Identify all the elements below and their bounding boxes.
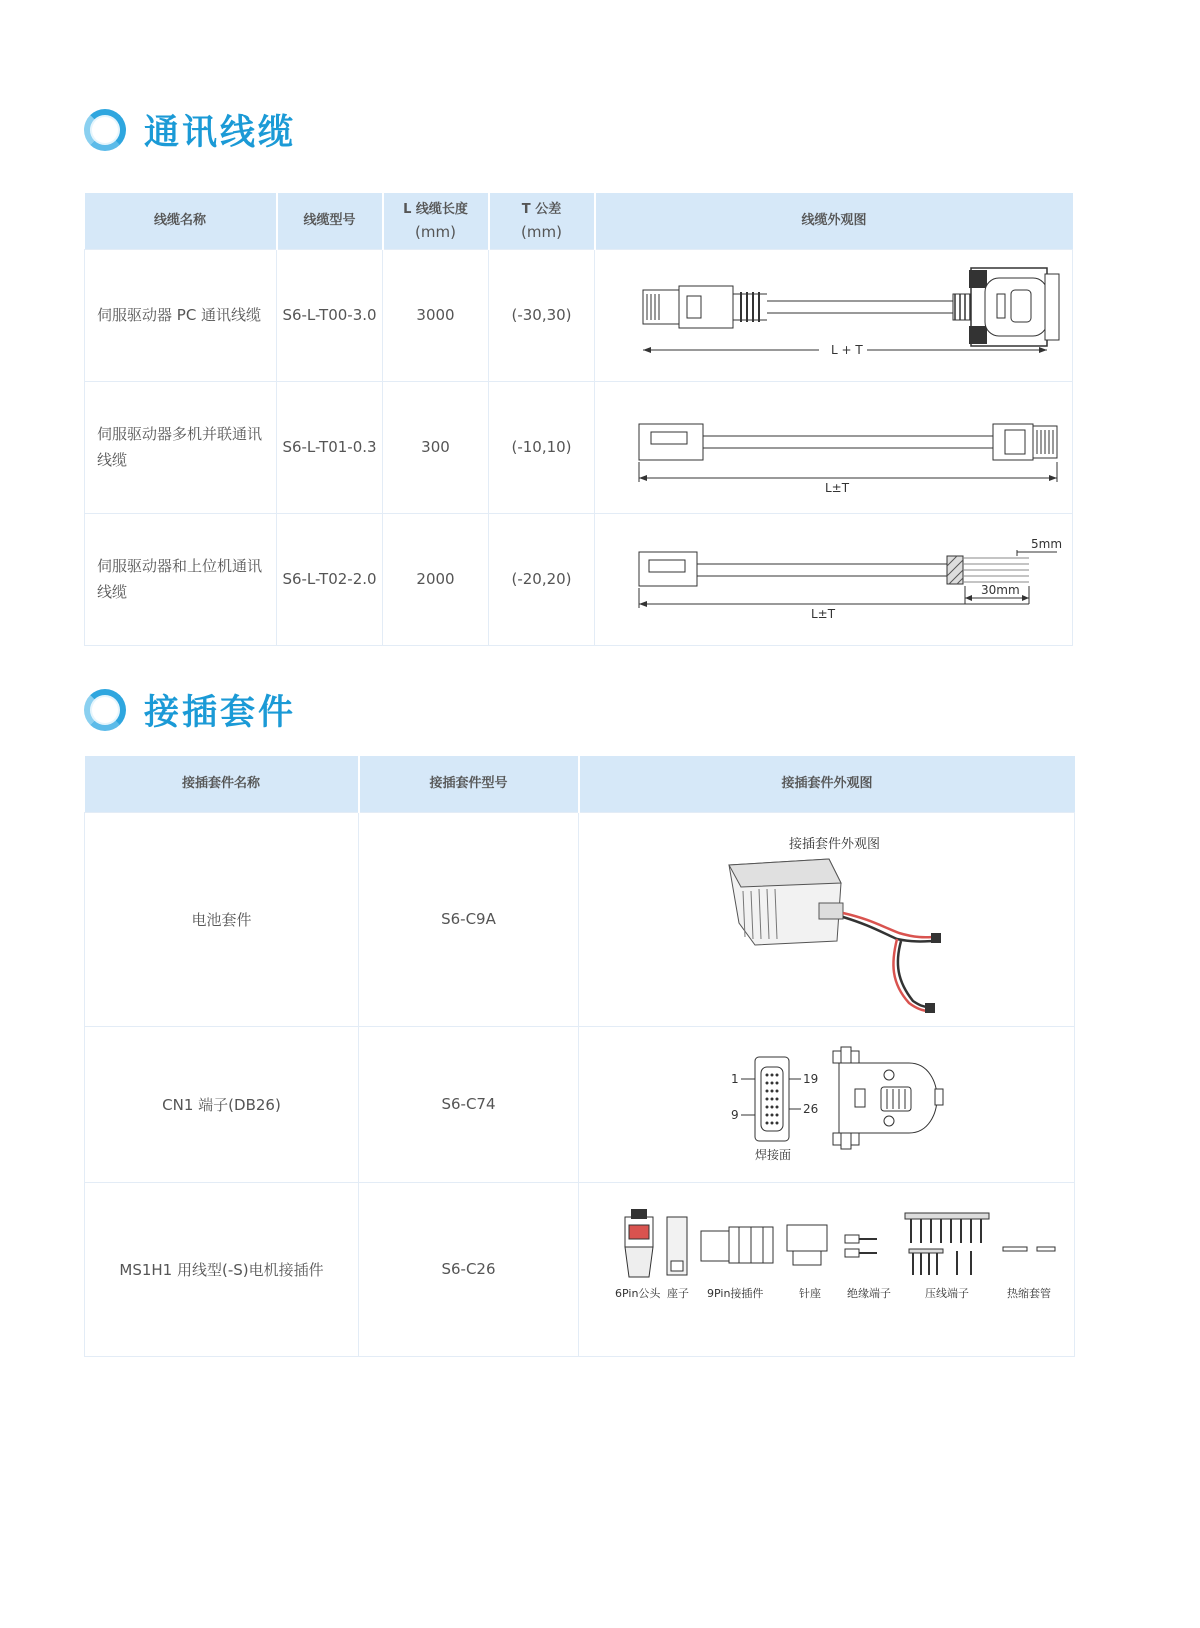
section-title-text: 接插套件 [144, 693, 297, 733]
header-cable-length [383, 193, 489, 249]
pin-9-label: 9 [731, 1108, 739, 1122]
pin-19-label: 19 [803, 1072, 819, 1086]
part-label-seat: 座子 [667, 1286, 689, 1300]
table-row [85, 513, 1073, 645]
cable-figure [595, 381, 1073, 513]
header-cable-figure: 线缆外观图 [595, 193, 1073, 249]
table-row [85, 1026, 1075, 1182]
part-label-pin-seat: 针座 [799, 1286, 821, 1300]
rj45-to-db9-cable-drawing [595, 250, 1071, 380]
kit-figure [579, 1026, 1075, 1182]
circle-ring-icon [84, 109, 126, 151]
header-tol-label: T 公差 [521, 201, 562, 217]
solder-face-label: 焊接面 [755, 1148, 792, 1162]
cable-length: 3000 [383, 249, 489, 381]
header-length-label: L 线缆长度 [403, 201, 468, 217]
pin-26-label: 26 [803, 1102, 819, 1116]
cable-model: S6-L-T02-2.0 [277, 513, 383, 645]
db26-connector-illustration [579, 1027, 1073, 1181]
rj45-to-flying-leads-cable-drawing [595, 514, 1071, 644]
kit-name: 电池套件 [85, 812, 359, 1026]
cable-figure [595, 513, 1073, 645]
table-row [85, 249, 1073, 381]
dimension-5mm: 5mm [1031, 537, 1063, 551]
kit-model: S6-C26 [359, 1182, 579, 1356]
table-header-row [85, 193, 1073, 249]
cable-tolerance: (-10,10) [489, 381, 595, 513]
circle-ring-icon [84, 689, 126, 731]
kit-name: CN1 端子(DB26) [85, 1026, 359, 1182]
part-label-crimp-terminal: 压线端子 [925, 1286, 969, 1300]
cable-name: 伺服驱动器多机并联通讯线缆 [85, 381, 277, 513]
kit-model: S6-C9A [359, 812, 579, 1026]
cable-figure [595, 249, 1073, 381]
cable-length: 2000 [383, 513, 489, 645]
kit-figure [579, 1182, 1075, 1356]
motor-connector-parts-illustration [579, 1183, 1073, 1355]
header-kit-model: 接插套件型号 [359, 756, 579, 812]
kit-model: S6-C74 [359, 1026, 579, 1182]
figure-caption: 接插套件外观图 [789, 836, 881, 852]
table-row [85, 812, 1075, 1026]
cable-model: S6-L-T00-3.0 [277, 249, 383, 381]
kit-figure [579, 812, 1075, 1026]
dimension-label: L±T [825, 481, 850, 495]
header-kit-figure: 接插套件外观图 [579, 756, 1075, 812]
table-row [85, 381, 1073, 513]
dimension-label: L±T [811, 607, 836, 621]
table-row [85, 1182, 1075, 1356]
rj45-to-rj45-cable-drawing [595, 382, 1071, 512]
cable-tolerance: (-20,20) [489, 513, 595, 645]
table-header-row [85, 756, 1075, 812]
header-length-unit: (mm) [415, 222, 456, 241]
cables-table [84, 193, 1073, 646]
pin-1-label: 1 [731, 1072, 739, 1086]
header-cable-tolerance [489, 193, 595, 249]
header-cable-model: 线缆型号 [277, 193, 383, 249]
cable-tolerance: (-30,30) [489, 249, 595, 381]
header-cable-name: 线缆名称 [85, 193, 277, 249]
dimension-label: L + T [831, 343, 863, 357]
part-label-6pin-male: 6Pin公头 [615, 1286, 661, 1300]
part-label-9pin: 9Pin接插件 [707, 1286, 764, 1300]
section-title-cables [84, 104, 296, 156]
section-title-kits [84, 684, 296, 736]
cable-name: 伺服驱动器和上位机通讯线缆 [85, 513, 277, 645]
cable-name: 伺服驱动器 PC 通讯线缆 [85, 249, 277, 381]
cable-length: 300 [383, 381, 489, 513]
header-kit-name: 接插套件名称 [85, 756, 359, 812]
dimension-30mm: 30mm [981, 583, 1020, 597]
cable-model: S6-L-T01-0.3 [277, 381, 383, 513]
part-label-insulation-terminal: 绝缘端子 [847, 1286, 891, 1300]
kit-name: MS1H1 用线型(-S)电机接插件 [85, 1182, 359, 1356]
part-label-heat-shrink: 热缩套管 [1007, 1286, 1051, 1300]
section-title-text: 通讯线缆 [144, 113, 297, 153]
header-tol-unit: (mm) [521, 222, 562, 241]
kits-table [84, 756, 1075, 1357]
